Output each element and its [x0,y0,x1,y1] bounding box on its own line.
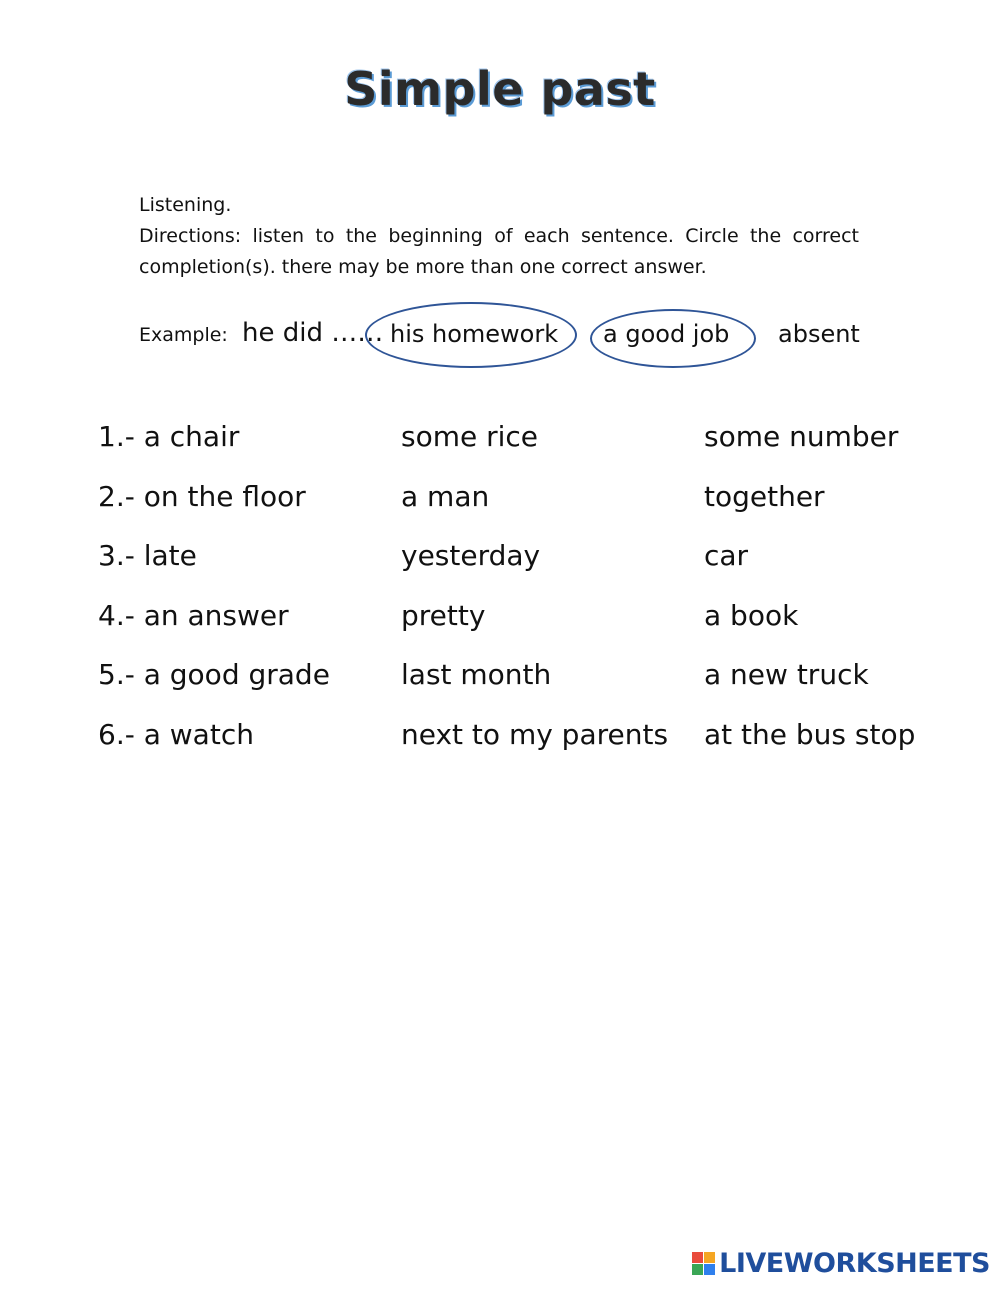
exercise-row-1 [98,420,958,480]
exercise-row-3 [98,539,958,599]
row-6-option-2[interactable]: next to my parents [401,717,669,751]
row-1-option-2[interactable]: some rice [401,420,539,453]
logo-square-green [692,1264,703,1275]
exercise-row-2 [98,480,958,540]
example-label: Example: [139,324,228,346]
row-2-option-1[interactable]: 2.- on the floor [98,479,306,513]
example-option-3[interactable]: absent [778,320,860,348]
example-option-1[interactable]: his homework [390,320,559,348]
logo-square-orange [704,1252,715,1263]
logo-square-blue [704,1264,715,1275]
row-3-option-1[interactable]: 3.- late [98,539,197,573]
row-3-option-3[interactable]: car [704,539,749,573]
brand-footer [692,1248,990,1279]
example-option-2[interactable]: a good job [603,320,730,348]
logo-square-red [692,1252,703,1263]
row-5-option-1[interactable]: 5.- a good grade [98,658,330,692]
instructions-heading: Listening. [139,194,232,216]
row-2-option-2[interactable]: a man [401,479,490,513]
exercise-row-6 [98,718,958,778]
row-6-option-1[interactable]: 6.- a watch [98,717,254,751]
example [139,318,899,358]
row-3-option-2[interactable]: yesterday [401,539,541,573]
row-4-option-3[interactable]: a book [704,598,799,632]
example-stem: he did …… [242,318,384,348]
row-6-option-3[interactable]: at the bus stop [704,717,916,751]
row-2-option-3[interactable]: together [704,479,825,513]
exercise-row-5 [98,658,958,718]
instructions [139,190,859,283]
row-5-option-3[interactable]: a new truck [704,658,869,692]
row-1-option-1[interactable]: 1.- a chair [98,420,240,453]
liveworksheets-logo-icon [692,1252,715,1275]
row-1-option-3[interactable]: some number [704,420,899,453]
brand-name: LIVEWORKSHEETS [719,1248,990,1279]
page-title: Simple past [344,62,656,116]
row-4-option-1[interactable]: 4.- an answer [98,598,289,632]
exercise-list [98,420,958,778]
exercise-row-4 [98,599,958,659]
row-5-option-2[interactable]: last month [401,658,552,692]
instructions-directions: Directions: listen to the beginning of each sentence. Circle the correct completion(s). there may be more than one correct answer. [139,225,859,278]
row-4-option-2[interactable]: pretty [401,598,486,632]
